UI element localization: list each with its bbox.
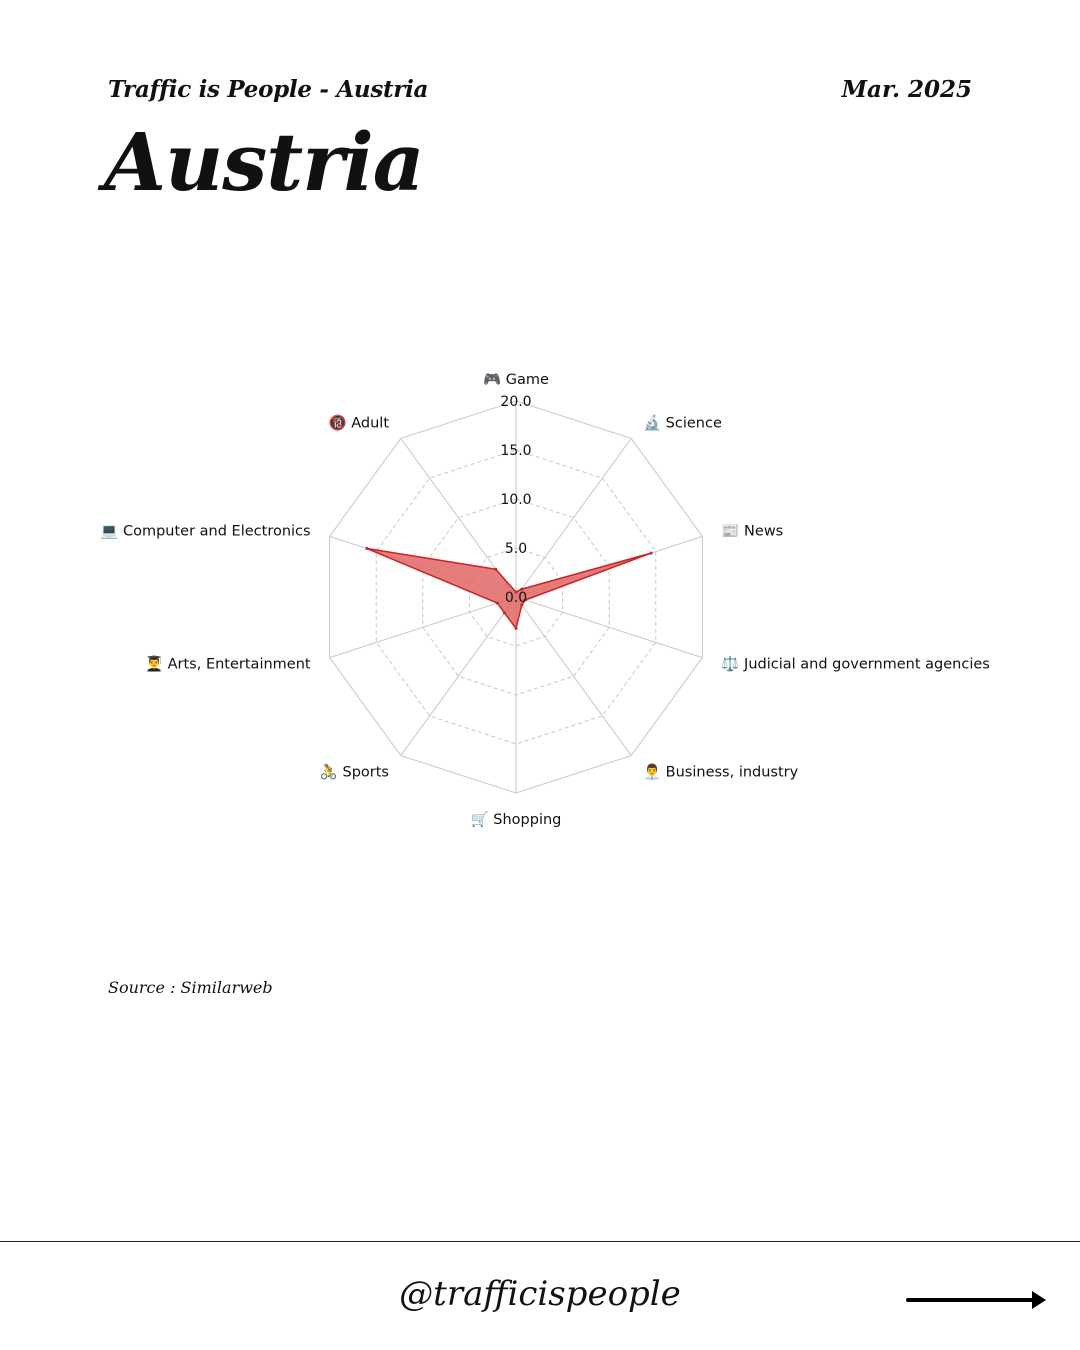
date-label: Mar. 2025 xyxy=(841,76,972,103)
category-label: 📰 News xyxy=(721,523,784,540)
grid-spoke xyxy=(516,597,631,756)
data-point xyxy=(496,602,499,605)
category-label: ⚖️ Judicial and government agencies xyxy=(721,656,990,673)
category-label: 🎮 Game xyxy=(483,372,549,388)
category-label: 👨‍🎓 Arts, Entertainment xyxy=(144,656,311,673)
radial-tick-label: 0.0 xyxy=(504,590,528,606)
page-title: Austria xyxy=(104,115,424,209)
series-title: Traffic is People - Austria xyxy=(108,76,429,103)
radial-tick-label: 5.0 xyxy=(504,541,528,557)
data-series-polygon xyxy=(367,549,651,629)
data-point xyxy=(503,611,506,614)
data-point xyxy=(650,552,653,555)
arrow-right-icon[interactable] xyxy=(906,1288,1048,1312)
category-label: 🛒 Shopping xyxy=(470,812,562,828)
category-label: 💻 Computer and Electronics xyxy=(100,523,311,540)
footer-handle: @trafficispeople xyxy=(399,1274,681,1314)
data-point xyxy=(365,547,368,550)
grid-spoke xyxy=(401,597,516,756)
grid-spoke xyxy=(516,597,702,658)
radial-tick-label: 20.0 xyxy=(500,394,532,410)
category-label: 👨‍💼 Business, industry xyxy=(643,764,799,781)
footer-divider xyxy=(0,1241,1080,1242)
grid-spoke xyxy=(330,597,516,658)
data-point xyxy=(494,568,497,571)
category-label: 🔞 Adult xyxy=(328,415,389,432)
category-label: 🔬 Science xyxy=(643,415,722,432)
category-label: 🚴 Sports xyxy=(319,764,389,781)
data-point xyxy=(515,627,518,630)
radial-tick-label: 10.0 xyxy=(500,492,532,508)
radial-tick-label: 15.0 xyxy=(500,443,532,459)
source-note: Source : Similarweb xyxy=(108,978,273,997)
grid-spoke xyxy=(516,438,631,597)
